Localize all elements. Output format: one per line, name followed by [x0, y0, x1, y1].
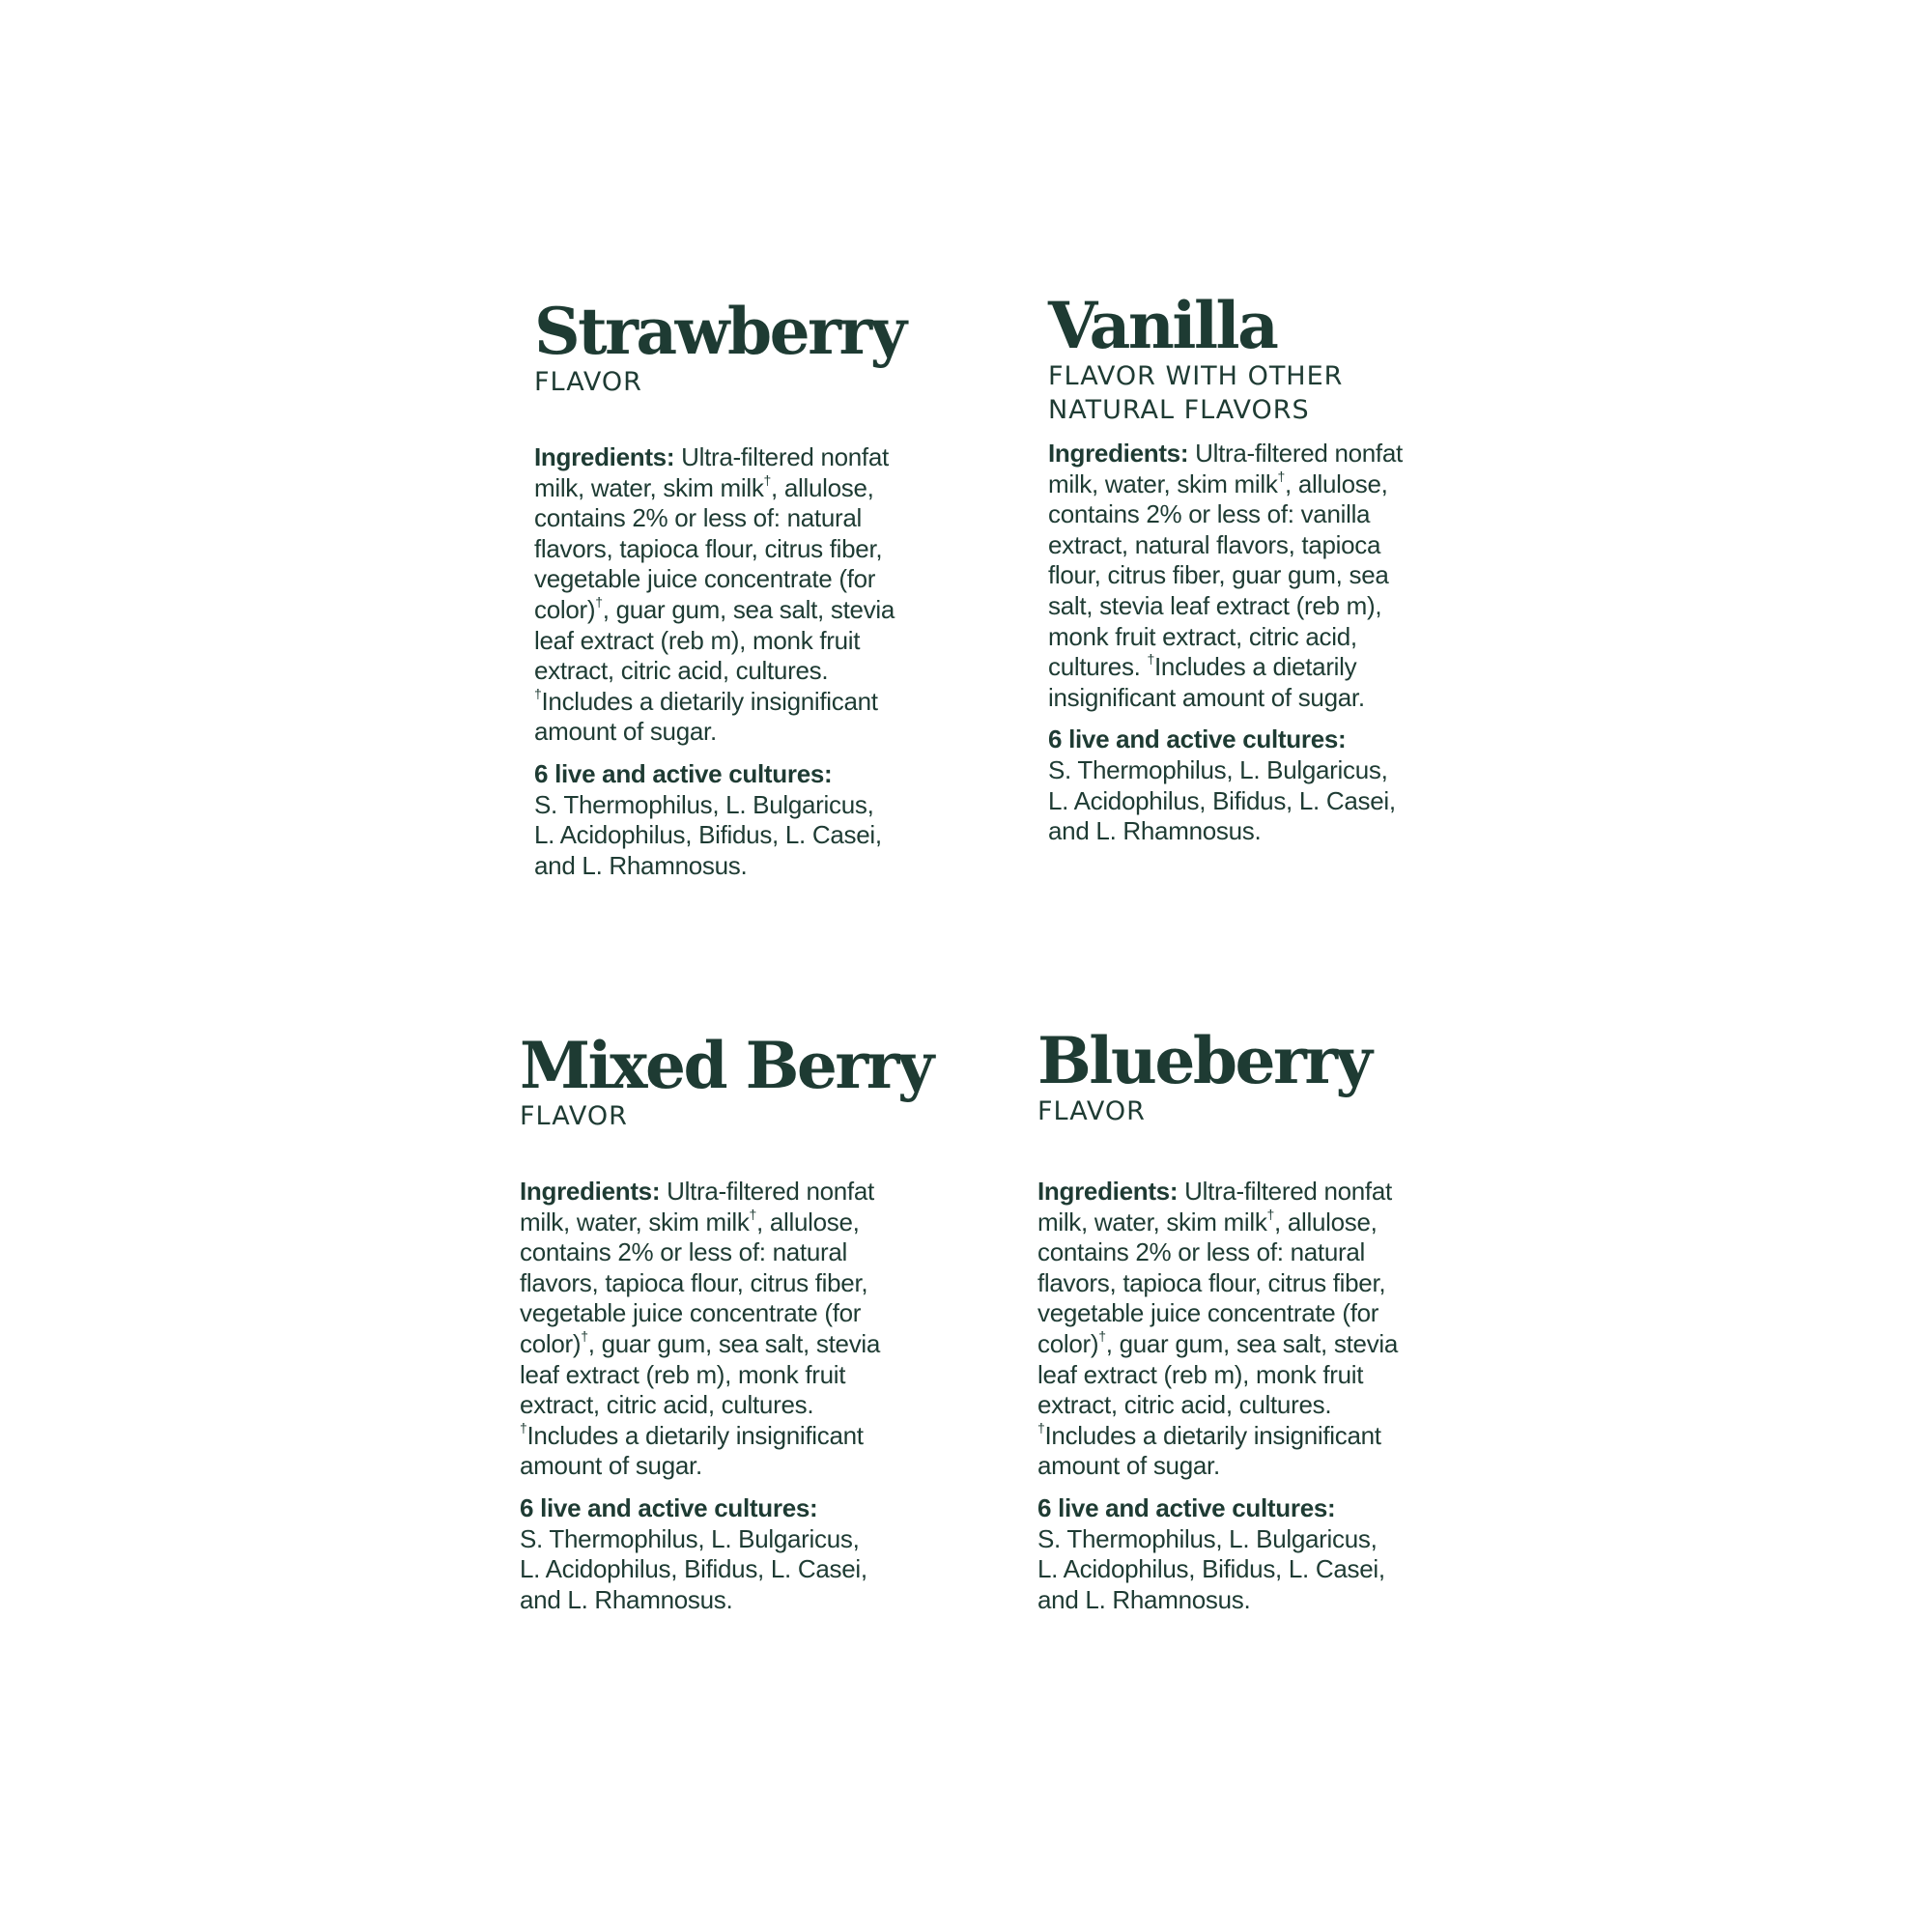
- ingredients-line: flavors, tapioca flour, citrus fiber,: [1037, 1267, 1386, 1297]
- ingredients-block: [1048, 439, 1454, 713]
- ingredients-line: leaf extract (reb m), monk fruit: [534, 625, 861, 655]
- ingredients-line: color)†, guar gum, sea salt, stevia: [520, 1327, 881, 1358]
- cultures-line: and L. Rhamnosus.: [1048, 816, 1262, 846]
- ingredients-line: leaf extract (reb m), monk fruit: [1037, 1359, 1364, 1389]
- cultures-line: S. Thermophilus, L. Bulgaricus,: [520, 1523, 860, 1553]
- ingredients-line: color)†, guar gum, sea salt, stevia: [534, 593, 895, 624]
- cultures-label: 6 live and active cultures:: [534, 758, 833, 788]
- cultures-line: L. Acidophilus, Bifidus, L. Casei,: [534, 820, 882, 850]
- panel-mixed-berry: [520, 1028, 932, 1615]
- cultures-line: L. Acidophilus, Bifidus, L. Casei,: [1037, 1554, 1385, 1584]
- panel-blueberry: [1037, 1023, 1443, 1615]
- ingredients-line: milk, water, skim milk†, allulose,: [520, 1206, 860, 1236]
- cultures-label: 6 live and active cultures:: [1037, 1492, 1336, 1522]
- ingredients-label: Ingredients:: [1048, 439, 1189, 468]
- ingredients-line: insignificant amount of sugar.: [1048, 682, 1365, 712]
- ingredients-line: extract, citric acid, cultures.: [520, 1390, 814, 1420]
- cultures-line: L. Acidophilus, Bifidus, L. Casei,: [1048, 785, 1396, 815]
- ingredients-line: contains 2% or less of: natural: [520, 1237, 847, 1267]
- ingredients-label: Ingredients:: [534, 442, 675, 471]
- ingredients-line: monk fruit extract, citric acid,: [1048, 621, 1357, 651]
- panel-strawberry: [534, 294, 940, 881]
- ingredients-line: vegetable juice concentrate (for: [520, 1298, 862, 1328]
- flavor-subtitle: [1037, 1094, 1443, 1128]
- panel-vanilla: [1048, 288, 1454, 847]
- ingredients-line: Ingredients: Ultra-filtered nonfat: [1048, 439, 1403, 468]
- ingredients-line: amount of sugar.: [534, 717, 717, 747]
- ingredients-line: vegetable juice concentrate (for: [1037, 1298, 1379, 1328]
- ingredients-line: extract, citric acid, cultures.: [1037, 1390, 1332, 1420]
- ingredients-line: amount of sugar.: [1037, 1451, 1220, 1481]
- ingredients-line: vegetable juice concentrate (for: [534, 564, 876, 594]
- ingredients-line: Ingredients: Ultra-filtered nonfat: [1037, 1177, 1392, 1206]
- ingredients-line: Ingredients: Ultra-filtered nonfat: [534, 442, 889, 471]
- ingredients-block: [1037, 1177, 1443, 1482]
- cultures-line: L. Acidophilus, Bifidus, L. Casei,: [520, 1554, 867, 1584]
- ingredients-block: [520, 1177, 925, 1482]
- ingredients-line: extract, citric acid, cultures.: [534, 656, 829, 686]
- cultures-block: [1048, 724, 1454, 846]
- ingredients-line: color)†, guar gum, sea salt, stevia: [1037, 1327, 1399, 1358]
- ingredients-line: leaf extract (reb m), monk fruit: [520, 1359, 846, 1389]
- ingredients-line: flour, citrus fiber, guar gum, sea: [1048, 560, 1389, 590]
- ingredients-line: contains 2% or less of: vanilla: [1048, 499, 1371, 529]
- ingredients-label: Ingredients:: [1037, 1177, 1179, 1206]
- ingredients-line: milk, water, skim milk†, allulose,: [534, 471, 874, 502]
- ingredients-line: flavors, tapioca flour, citrus fiber,: [534, 533, 883, 563]
- cultures-line: and L. Rhamnosus.: [534, 850, 748, 880]
- ingredients-line: milk, water, skim milk†, allulose,: [1037, 1206, 1378, 1236]
- flavor-title: Vanilla: [1048, 288, 1277, 363]
- cultures-line: S. Thermophilus, L. Bulgaricus,: [1048, 754, 1388, 784]
- ingredients-label: Ingredients:: [520, 1177, 661, 1206]
- flavor-subtitle: [534, 365, 940, 399]
- ingredients-line: contains 2% or less of: natural: [1037, 1237, 1365, 1267]
- ingredients-line: †Includes a dietarily insignificant: [1037, 1419, 1381, 1450]
- ingredients-line: salt, stevia leaf extract (reb m),: [1048, 590, 1382, 620]
- ingredients-line: extract, natural flavors, tapioca: [1048, 529, 1381, 559]
- flavor-subtitle: [1048, 359, 1454, 427]
- ingredients-line: Ingredients: Ultra-filtered nonfat: [520, 1177, 874, 1206]
- subtitle-line: NATURAL FLAVORS: [1048, 395, 1310, 425]
- subtitle-line: FLAVOR: [1037, 1096, 1146, 1126]
- cultures-block: [1037, 1493, 1443, 1615]
- ingredients-line: †Includes a dietarily insignificant: [534, 685, 878, 716]
- cultures-block: [534, 759, 940, 881]
- flavor-subtitle: [520, 1099, 925, 1133]
- ingredients-block: [534, 442, 940, 748]
- cultures-line: and L. Rhamnosus.: [520, 1584, 733, 1614]
- ingredients-line: †Includes a dietarily insignificant: [520, 1419, 864, 1450]
- subtitle-line: FLAVOR: [520, 1101, 628, 1131]
- ingredients-line: flavors, tapioca flour, citrus fiber,: [520, 1267, 868, 1297]
- cultures-label: 6 live and active cultures:: [520, 1492, 818, 1522]
- ingredients-line: amount of sugar.: [520, 1451, 702, 1481]
- cultures-line: S. Thermophilus, L. Bulgaricus,: [1037, 1523, 1378, 1553]
- ingredients-line: contains 2% or less of: natural: [534, 503, 862, 533]
- flavor-title: Strawberry: [534, 294, 905, 369]
- ingredients-line: cultures. †Includes a dietarily: [1048, 651, 1357, 682]
- flavor-title: Blueberry: [1037, 1023, 1371, 1098]
- subtitle-line: FLAVOR: [534, 367, 642, 397]
- cultures-label: 6 live and active cultures:: [1048, 724, 1347, 754]
- ingredients-line: milk, water, skim milk†, allulose,: [1048, 468, 1388, 498]
- cultures-line: S. Thermophilus, L. Bulgaricus,: [534, 789, 874, 819]
- cultures-line: and L. Rhamnosus.: [1037, 1584, 1251, 1614]
- subtitle-line: FLAVOR WITH OTHER: [1048, 361, 1344, 391]
- cultures-block: [520, 1493, 925, 1615]
- flavor-title: Mixed Berry: [520, 1028, 932, 1103]
